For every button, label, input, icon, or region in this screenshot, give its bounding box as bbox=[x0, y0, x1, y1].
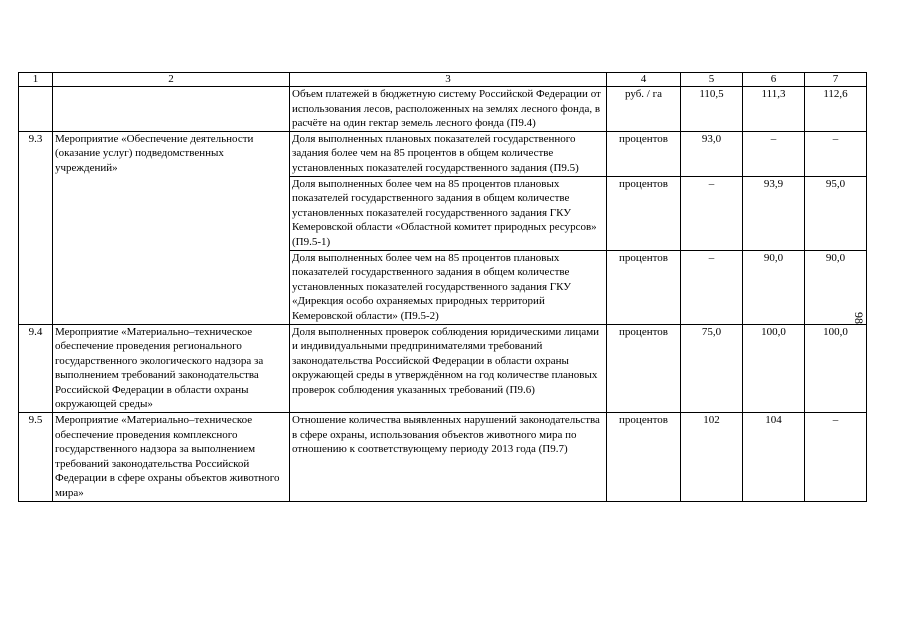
value-cell-5: – bbox=[681, 176, 743, 250]
value-cell-7: – bbox=[805, 413, 867, 502]
header-cell: 6 bbox=[743, 73, 805, 87]
header-cell: 5 bbox=[681, 73, 743, 87]
value-cell-5: 110,5 bbox=[681, 87, 743, 132]
unit-cell: руб. / га bbox=[607, 87, 681, 132]
unit-cell: процентов bbox=[607, 324, 681, 413]
item-number-cell: 9.5 bbox=[19, 413, 53, 502]
value-cell-6: 104 bbox=[743, 413, 805, 502]
value-cell-5: 102 bbox=[681, 413, 743, 502]
value-cell-6: 100,0 bbox=[743, 324, 805, 413]
unit-cell: процентов bbox=[607, 176, 681, 250]
indicator-cell: Доля выполненных более чем на 85 процентов плановых показателей государственного задания в общем количестве установленных показателей государственного задания ГКУ «Дирекция особо охраняемых природных территорий Кемеровской области» (П9.5-2) bbox=[290, 250, 607, 324]
indicator-cell: Объем платежей в бюджетную систему Российской Федерации от использования лесов, расположенных на землях лесного фонда, в расчёте на один гектар земель лесного фонда (П9.4) bbox=[290, 87, 607, 132]
item-number-cell: 9.4 bbox=[19, 324, 53, 413]
value-cell-7: 95,0 bbox=[805, 176, 867, 250]
header-row bbox=[19, 73, 867, 87]
activity-name-cell bbox=[53, 87, 290, 132]
item-number-cell: 9.3 bbox=[19, 131, 53, 324]
indicator-cell: Отношение количества выявленных нарушений законодательства в сфере охраны, использования объектов животного мира по отношению к соответствующему периоду 2013 года (П9.7) bbox=[290, 413, 607, 502]
activity-name-cell: Мероприятие «Обеспечение деятельности (оказание услуг) подведомственных учреждений» bbox=[53, 131, 290, 324]
value-cell-5: 75,0 bbox=[681, 324, 743, 413]
header-cell: 2 bbox=[53, 73, 290, 87]
value-cell-7: 112,6 bbox=[805, 87, 867, 132]
header-cell: 4 bbox=[607, 73, 681, 87]
table-row bbox=[19, 413, 867, 502]
item-number-cell bbox=[19, 87, 53, 132]
header-cell: 7 bbox=[805, 73, 867, 87]
value-cell-5: 93,0 bbox=[681, 131, 743, 176]
unit-cell: процентов bbox=[607, 131, 681, 176]
value-cell-7: – bbox=[805, 131, 867, 176]
unit-cell: процентов bbox=[607, 413, 681, 502]
table-row bbox=[19, 131, 867, 176]
unit-cell: процентов bbox=[607, 250, 681, 324]
value-cell-6: 93,9 bbox=[743, 176, 805, 250]
value-cell-6: 111,3 bbox=[743, 87, 805, 132]
indicators-table bbox=[18, 72, 867, 502]
table-row bbox=[19, 87, 867, 132]
value-cell-7: 90,0 bbox=[805, 250, 867, 324]
header-cell: 1 bbox=[19, 73, 53, 87]
activity-name-cell: Мероприятие «Материально–техническое обеспечение проведения регионального государственного экологического надзора за выполнением требований законодательства Российской Федерации в области охраны окружающей среды» bbox=[53, 324, 290, 413]
indicator-cell: Доля выполненных плановых показателей государственного задания более чем на 85 процентов в общем количестве установленных показателей государственного задания (П9.5) bbox=[290, 131, 607, 176]
table-row bbox=[19, 324, 867, 413]
indicator-cell: Доля выполненных проверок соблюдения юридическими лицами и индивидуальными предпринимателями требований законодательства Российской Федерации в области охраны окружающей среды в утверждённом на год количестве плановых проверок соблюдения указанных требований (П9.6) bbox=[290, 324, 607, 413]
activity-name-cell: Мероприятие «Материально–техническое обеспечение проведения комплексного государственного надзора за выполнением требований законодательства Российской Федерации в сфере охраны объектов животного мира» bbox=[53, 413, 290, 502]
indicator-cell: Доля выполненных более чем на 85 процентов плановых показателей государственного задания в общем количестве установленных показателей государственного задания ГКУ Кемеровской области «Областной комитет природных ресурсов» (П9.5-1) bbox=[290, 176, 607, 250]
value-cell-5: – bbox=[681, 250, 743, 324]
value-cell-6: – bbox=[743, 131, 805, 176]
value-cell-6: 90,0 bbox=[743, 250, 805, 324]
header-cell: 3 bbox=[290, 73, 607, 87]
page-number: 98 bbox=[852, 312, 866, 324]
value-cell-7: 100,0 bbox=[805, 324, 867, 413]
